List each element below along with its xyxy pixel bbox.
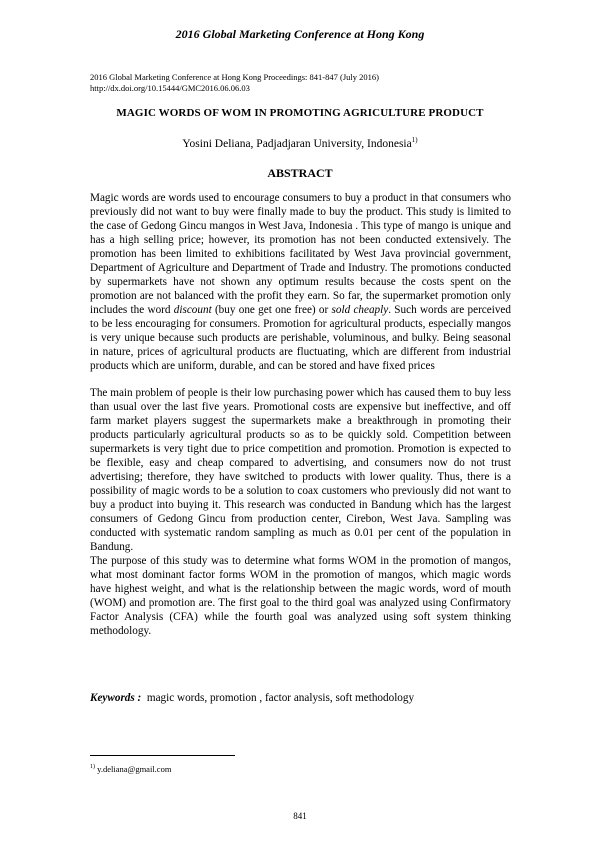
abstract-heading: ABSTRACT	[267, 166, 333, 180]
footnote-divider	[90, 755, 235, 756]
footnote-mark: 1)	[90, 764, 95, 771]
author-line	[0, 136, 600, 150]
doi-link[interactable]: http://dx.doi.org/10.15444/GMC2016.06.06.03	[90, 82, 250, 93]
proceedings-citation: 2016 Global Marketing Conference at Hong Kong Proceedings: 841-847 (July 2016)	[90, 72, 379, 82]
author-footnote-mark: 1)	[411, 136, 418, 144]
abstract-p1-text-b: (buy one get one free) or	[211, 304, 332, 316]
abstract-p1-sold-cheaply: sold cheaply	[331, 304, 389, 316]
page-number: 841	[293, 811, 307, 821]
keywords-label: Keywords :	[90, 692, 142, 704]
abstract-paragraph-1	[90, 191, 511, 373]
footnote	[90, 764, 171, 774]
abstract-p1-discount: discount	[173, 304, 212, 316]
keywords-line	[90, 692, 511, 704]
conference-header: 2016 Global Marketing Conference at Hong Kong	[175, 27, 425, 41]
abstract-paragraph-2: The main problem of people is their low purchasing power which has caused them to buy less than usual over the last five years. Promotional costs are expensive but ineffective, and off farm market players suggest the supermarkets make a breakthrough in promoting their products particularly agricultural products so as to be quickly sold. Competition between supermarkets is very tight due to price competition and promotion. Promotion is expected to be flexible, easy and cheap compared to advertising, and consumers now do not trust advertising; therefore, they have switched to products with lower quality. Thus, there is a possibility of magic words to be a solution to coax customers who previously did not want to buy a product into buying it. This research was conducted in Bandung which has the largest consumers of Gedong Gincu from production center, Cirebon, West Java. Sampling was conducted with systematic random sampling as much as 0.01 per cent of the population in Bandung.	[90, 387, 511, 553]
footnote-email[interactable]: y.deliana@gmail.com	[97, 764, 172, 774]
keywords-value: magic words, promotion , factor analysis, soft methodology	[146, 692, 415, 704]
abstract-paragraph-3: The purpose of this study was to determine what forms WOM in the promotion of mangos, what most dominant factor forms WOM in the promotion of mangos, which magic words have highest weight, and what is the relationship between the magic words, word of mouth (WOM) and promotion are. The first goal to the third goal was analyzed using Confirmatory Factor Analysis (CFA) while the fourth goal was analyzed using soft system thinking methodology.	[90, 555, 511, 637]
author-name: Yosini Deliana, Padjadjaran University, Indonesia	[182, 137, 412, 150]
paper-title: MAGIC WORDS OF WOM IN PROMOTING AGRICULTURE PRODUCT	[116, 107, 484, 119]
proceedings-info	[90, 72, 510, 93]
abstract-p1-text-c: . Such words are perceived to be less encouraging for consumers. Promotion for agricultural products, especially mangos is very unique because such products are perishable, voluminous, and bulky. Being seasonal in nature, prices of agricultural products are fluctuating, which are different from industrial products which are uniform, durable, and can be stored and have fixed prices	[90, 304, 511, 372]
abstract-body	[90, 191, 511, 638]
abstract-p1-text-a: Magic words are words used to encourage consumers to buy a product in that consumers who previously did not want to buy were finally made to buy the product. This study is limited to the case of Gedong Gincu mangos in West Java, Indonesia . This type of mango is unique and has a high selling price; however, its promotion has not been conducted extensively. The promotion has been limited to exhibitions facilitated by West Java provincial government, Department of Agriculture and Department of Trade and Industry. The promotions conducted by supermarkets have not shown any optimum results because the costs spent on the promotion are not balanced with the profit they earn. So far, the supermarket promotion only includes the word	[90, 192, 511, 316]
